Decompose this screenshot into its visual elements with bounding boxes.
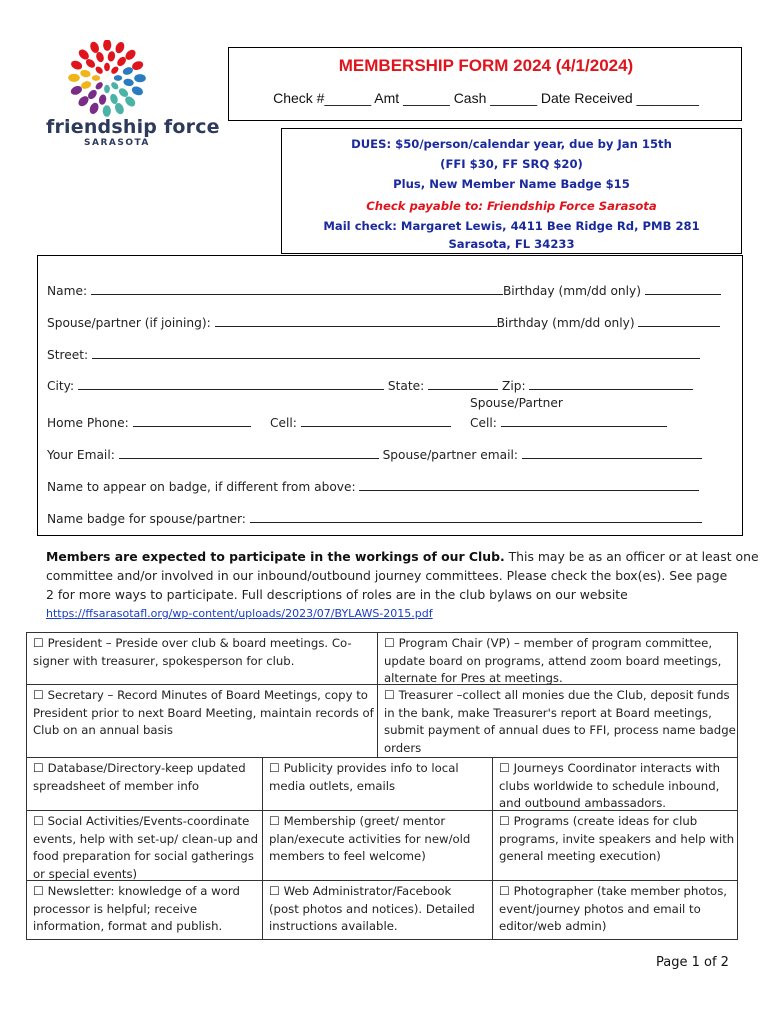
checkbox-icon[interactable]: ☐ bbox=[33, 884, 48, 898]
participation-bold: Members are expected to participate in the workings of our Club. bbox=[46, 549, 505, 564]
role-database[interactable] bbox=[26, 757, 263, 811]
spouse-field[interactable] bbox=[215, 314, 497, 327]
logo-petal bbox=[103, 40, 111, 51]
participation-text-1: This may be as an officer or at least one bbox=[504, 549, 759, 564]
name-field[interactable] bbox=[91, 282, 503, 295]
logo-petal bbox=[80, 69, 92, 78]
birthday-label: Birthday (mm/dd only) bbox=[502, 284, 641, 298]
role-desc-line: or special events) bbox=[33, 866, 138, 881]
checkbox-icon[interactable]: ☐ bbox=[384, 688, 399, 702]
role-title-line: ☐ Journeys Coordinator interacts with bbox=[499, 761, 721, 775]
city-field[interactable] bbox=[78, 377, 384, 390]
spouse-partner-label: Spouse/Partner bbox=[470, 396, 563, 410]
role-title-line: ☐ President – Preside over club & board meetings. Co- bbox=[33, 636, 352, 650]
role-title-line: ☐ Web Administrator/Facebook bbox=[269, 884, 452, 898]
role-desc-line: spreadsheet of member info bbox=[33, 778, 199, 793]
page-number: Page 1 of 2 bbox=[656, 955, 729, 970]
street-field[interactable] bbox=[92, 346, 700, 359]
form-title: MEMBERSHIP FORM 2024 (4/1/2024) bbox=[338, 56, 634, 75]
home-phone-label: Home Phone: bbox=[47, 416, 129, 430]
badge-name-label: Name to appear on badge, if different from above: bbox=[47, 480, 356, 494]
role-title-line: ☐ Photographer (take member photos, bbox=[499, 884, 728, 898]
logo-petal bbox=[114, 75, 122, 81]
logo-petal bbox=[107, 51, 116, 63]
name-label: Name: bbox=[47, 284, 88, 298]
logo-petal bbox=[98, 94, 107, 106]
role-desc-line: update board on programs, attend zoom board meetings, bbox=[384, 653, 722, 668]
role-journeys[interactable] bbox=[492, 757, 738, 811]
street-label: Street: bbox=[47, 348, 89, 362]
email-label: Your Email: bbox=[47, 448, 115, 462]
checkbox-icon[interactable]: ☐ bbox=[33, 761, 48, 775]
checkbox-icon[interactable]: ☐ bbox=[33, 814, 48, 828]
role-title-line: ☐ Treasurer –collect all monies due the Club, deposit funds bbox=[384, 688, 730, 702]
logo-petal bbox=[114, 41, 126, 55]
logo-petal bbox=[68, 74, 80, 82]
mail-check-line: Mail check: Margaret Lewis, 4411 Bee Ridge Rd, PMB 281 bbox=[323, 219, 700, 233]
role-photographer[interactable] bbox=[492, 880, 738, 940]
badge-spouse-field[interactable] bbox=[250, 510, 702, 523]
dues-split-line: (FFI $30, FF SRQ $20) bbox=[440, 157, 583, 171]
logo-petal bbox=[88, 101, 100, 115]
role-title-line: ☐ Publicity provides info to local bbox=[269, 761, 459, 775]
role-title-line: ☐ Secretary – Record Minutes of Board Meetings, copy to bbox=[33, 688, 368, 702]
email-field[interactable] bbox=[119, 446, 379, 459]
role-desc-line: in the bank, make Treasurer's report at Board meetings, bbox=[384, 705, 712, 720]
role-desc-line: information, format and publish. bbox=[33, 919, 223, 933]
badge-name-field[interactable] bbox=[359, 478, 699, 491]
role-president[interactable] bbox=[26, 632, 378, 685]
roles-table bbox=[26, 632, 738, 940]
role-desc-line: (post photos and notices). Detailed bbox=[269, 901, 475, 916]
logo-petal bbox=[104, 63, 110, 71]
logo-petal bbox=[94, 81, 104, 91]
role-social[interactable] bbox=[26, 810, 263, 881]
bylaws-link[interactable]: https://ffsarasotafl.org/wp-content/uploads/2023/07/BYLAWS-2015.pdf bbox=[46, 607, 433, 620]
logo-text: friendship force bbox=[46, 116, 220, 138]
role-publicity[interactable] bbox=[262, 757, 493, 811]
role-webadmin[interactable] bbox=[262, 880, 493, 940]
badge-fee-line: Plus, New Member Name Badge $15 bbox=[393, 177, 630, 191]
check-payable-line: Check payable to: Friendship Force Sarasota bbox=[366, 199, 657, 213]
checkbox-icon[interactable]: ☐ bbox=[269, 761, 284, 775]
spouse-birthday-field[interactable] bbox=[638, 314, 720, 327]
logo-petal bbox=[110, 65, 120, 75]
spouse-cell-field[interactable] bbox=[501, 414, 667, 427]
logo-petal bbox=[94, 65, 104, 75]
checkbox-icon[interactable]: ☐ bbox=[499, 761, 514, 775]
role-treasurer[interactable] bbox=[377, 684, 738, 758]
role-desc-line: events, help with set-up/ clean-up and bbox=[33, 831, 259, 846]
role-title-line: ☐ Programs (create ideas for club bbox=[499, 814, 698, 828]
role-desc-line: alternate for Pres at meetings. bbox=[384, 671, 563, 685]
city-label: City: bbox=[47, 379, 75, 393]
spouse-email-label: Spouse/partner email: bbox=[382, 448, 518, 462]
role-program-chair[interactable] bbox=[377, 632, 738, 685]
checkbox-icon[interactable]: ☐ bbox=[269, 884, 284, 898]
role-membership[interactable] bbox=[262, 810, 493, 881]
role-title-line: ☐ Program Chair (VP) – member of program committee, bbox=[384, 636, 713, 650]
role-title-line: ☐ Social Activities/Events-coordinate bbox=[33, 814, 250, 828]
role-desc-line: orders bbox=[384, 740, 422, 755]
role-desc-line: instructions available. bbox=[269, 919, 398, 933]
role-desc-line: food preparation for social gatherings bbox=[33, 849, 254, 863]
role-desc-line: and outbound ambassadors. bbox=[499, 796, 667, 810]
role-desc-line: signer with treasurer, spokesperson for club. bbox=[33, 653, 295, 668]
participation-note bbox=[46, 547, 759, 623]
dues-line: DUES: $50/person/calendar year, due by Jan 15th bbox=[351, 137, 672, 151]
cell-field[interactable] bbox=[301, 414, 451, 427]
logo-petal bbox=[130, 85, 144, 97]
logo-petal bbox=[123, 78, 135, 87]
logo-petal bbox=[92, 75, 100, 81]
role-desc-line: President prior to next Board Meeting, maintain records of bbox=[33, 705, 374, 720]
role-desc-line: Club on an annual basis bbox=[33, 723, 174, 737]
checkbox-icon[interactable]: ☐ bbox=[384, 636, 399, 650]
header-box bbox=[228, 47, 742, 121]
participation-text-2: committee and/or involved in our inbound/outbound journey committees. Please check the box(es). See page bbox=[46, 568, 728, 583]
office-use-line[interactable]: Check #______ Amt ______ Cash ______ Date Received ________ bbox=[273, 90, 699, 106]
participation-text-3: 2 for more ways to participate. Full descriptions of roles are in the club bylaws on our website bbox=[46, 587, 628, 602]
spouse-birthday-label: Birthday (mm/dd only) bbox=[496, 316, 635, 330]
checkbox-icon[interactable]: ☐ bbox=[499, 884, 514, 898]
home-phone-field[interactable] bbox=[133, 414, 251, 427]
checkbox-icon[interactable]: ☐ bbox=[499, 814, 514, 828]
role-programs[interactable] bbox=[492, 810, 738, 881]
role-desc-line: programs, invite speakers and help with bbox=[499, 831, 735, 846]
spouse-cell-label: Cell: bbox=[470, 416, 497, 430]
role-desc-line: submit payment of annual dues to FFI, process name badge bbox=[384, 723, 736, 737]
dues-box bbox=[281, 128, 742, 254]
logo-petal bbox=[110, 81, 120, 91]
role-desc-line: members to feel welcome) bbox=[269, 849, 426, 863]
zip-label: Zip: bbox=[501, 379, 526, 393]
logo-subtitle: SARASOTA bbox=[84, 138, 150, 148]
role-desc-line: media outlets, emails bbox=[269, 778, 396, 793]
logo-petal bbox=[70, 59, 84, 71]
logo-petal bbox=[134, 74, 146, 82]
role-desc-line: general meeting execution) bbox=[499, 849, 661, 863]
role-desc-line: clubs worldwide to schedule inbound, bbox=[499, 778, 720, 793]
birthday-field[interactable] bbox=[645, 282, 721, 295]
state-label: State: bbox=[387, 379, 425, 393]
spouse-email-field[interactable] bbox=[522, 446, 702, 459]
zip-field[interactable] bbox=[529, 377, 693, 390]
role-title-line: ☐ Database/Directory-keep updated bbox=[33, 761, 246, 775]
spouse-label: Spouse/partner (if joining): bbox=[47, 316, 211, 330]
checkbox-icon[interactable]: ☐ bbox=[33, 688, 48, 702]
checkbox-icon[interactable]: ☐ bbox=[33, 636, 48, 650]
member-info-box bbox=[37, 255, 743, 536]
mail-city-line: Sarasota, FL 34233 bbox=[448, 237, 575, 251]
badge-spouse-label: Name badge for spouse/partner: bbox=[47, 512, 246, 526]
logo-petal bbox=[104, 85, 110, 93]
role-desc-line: editor/web admin) bbox=[499, 919, 607, 933]
cell-label: Cell: bbox=[270, 416, 297, 430]
role-secretary[interactable] bbox=[26, 684, 378, 758]
role-newsletter[interactable] bbox=[26, 880, 263, 940]
role-desc-line: event/journey photos and email to bbox=[499, 901, 701, 916]
role-title-line: ☐ Newsletter: knowledge of a word bbox=[33, 884, 240, 898]
role-desc-line: plan/execute activities for new/old bbox=[269, 831, 471, 846]
state-field[interactable] bbox=[428, 377, 498, 390]
checkbox-icon[interactable]: ☐ bbox=[269, 814, 284, 828]
role-desc-line: processor is helpful; receive bbox=[33, 901, 198, 916]
role-title-line: ☐ Membership (greet/ mentor bbox=[269, 814, 446, 828]
